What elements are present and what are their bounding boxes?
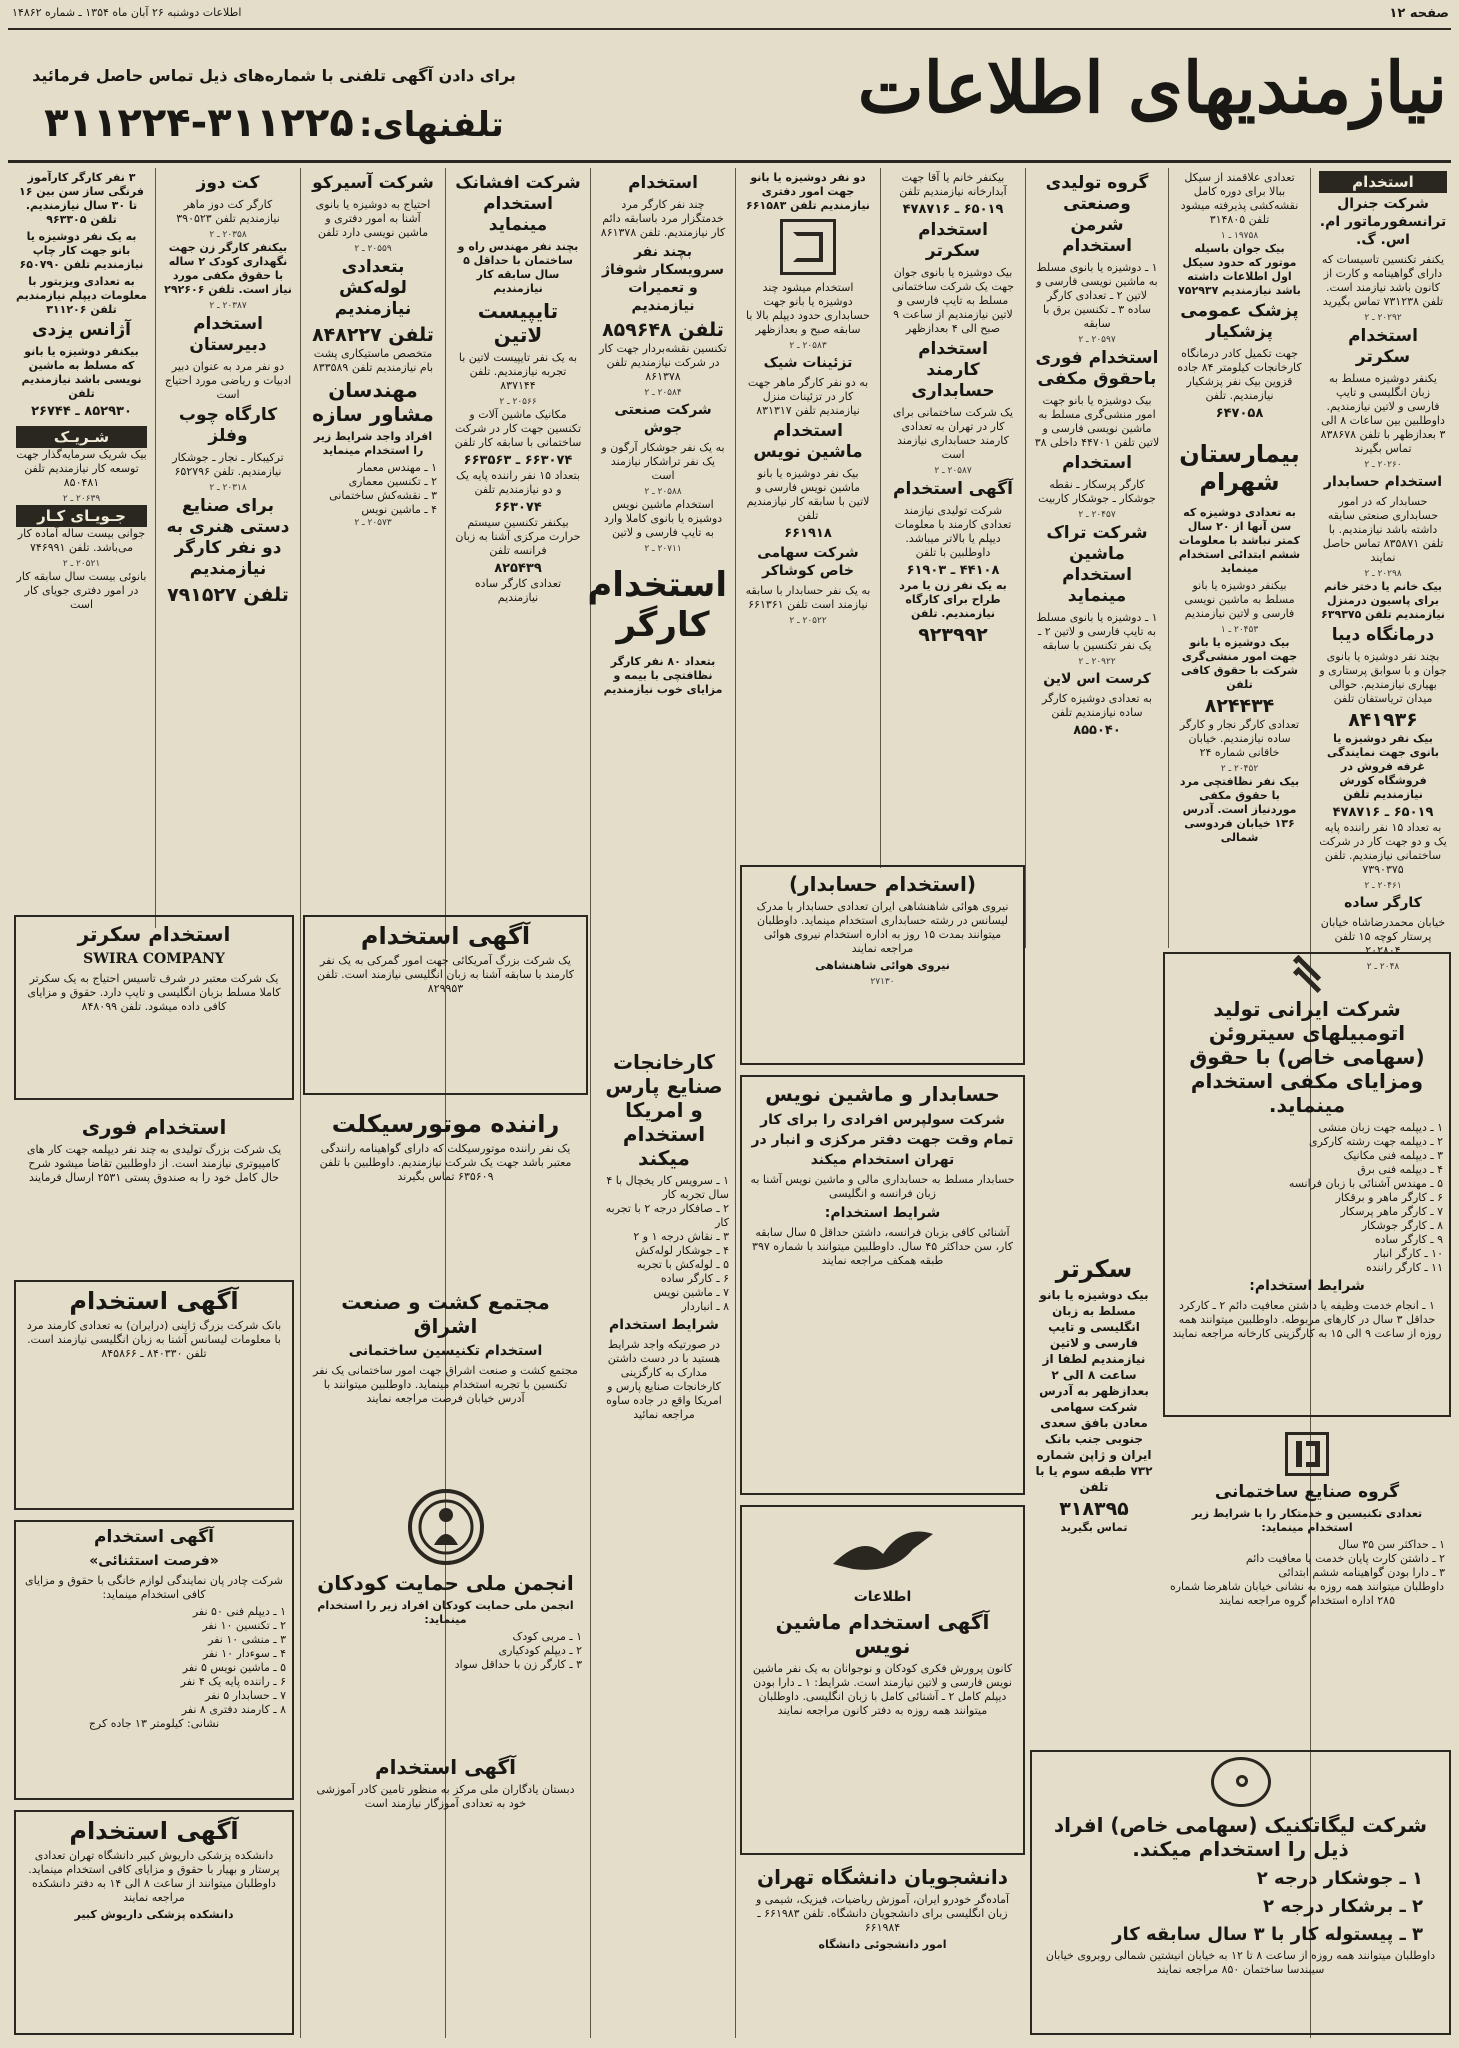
ad-title: آگهی استخدام	[94, 1527, 214, 1547]
list-item: ۴ ـ سوءدار ۱۰ نفر	[202, 1647, 286, 1660]
ad-body: بیک جوان باسیله موتور که حدود سیکل اول اطلاعات داشته باشد نیازمندیم ۷۵۲۹۳۷	[1178, 242, 1301, 297]
ad-body: شرکت سولپرس افرادی را برای کار تمام وقت جهت دفتر مرکزی و انبار در تهران استخدام میکند	[751, 1112, 1014, 1168]
ad-phone: ۸۵۵۰۴۰	[1073, 723, 1121, 738]
ad-body: ۱ ـ دوشیزه یا بانوی مسلط به ماشین نویسی فارسی و لاتین ۲ ـ تعدادی کارگر ساده ۳ ـ تکنسین برق با سابقه	[1036, 261, 1158, 330]
ad-body: بیکنفر کارگر زن جهت نگهداری کودک ۲ ساله با حقوق مکفی مورد نیاز است. تلفن ۲۹۲۶۰۶	[164, 241, 292, 296]
ad-list	[1038, 1865, 1443, 1949]
list-item: ۲ ـ برشکار درجه ۲	[1263, 1896, 1423, 1917]
list-item: ۱۰ ـ کارگر انبار	[1374, 1247, 1443, 1260]
ad-title: برای صنایع دستی هنری به دو نفر کارگر نیازمندیم	[166, 496, 290, 579]
c5-ads	[738, 168, 878, 868]
ad-body: جوانی بیست ساله آماده کار می‌باشد. تلفن ۷۴۶۹۹۱	[17, 527, 146, 554]
ad-body: به تعدادی دوشیزه که سن آنها از ۲۰ سال کمتر نباشد با معلومات ششم ابتدائی استخدام مینماید	[1178, 506, 1301, 575]
ad-title: بیمارستان شهرام	[1179, 440, 1300, 496]
ad-body: به تعدادی ویزیتور با معلومات دیپلم نیازمندیم تلفن ۳۱۱۲۰۶	[16, 275, 147, 316]
c8-ads	[303, 168, 443, 908]
ad-title: تایپیست لاتین	[477, 299, 559, 347]
ad-ref: ۲۰۴۸ ـ ۲	[1366, 962, 1400, 972]
ad-body: کارگر کت دوز ماهر نیازمندیم تلفن ۳۹۰۵۲۳	[176, 198, 280, 225]
lg-logo-icon	[1285, 1432, 1329, 1476]
ad-list	[22, 1605, 286, 1717]
ad-body: تماس بگیرید	[1060, 1521, 1128, 1534]
ad-body: به دو نفر کارگر ماهر جهت کار در تزئینات منزل نیازمندیم تلفن ۸۳۱۳۱۷	[747, 376, 869, 417]
ad-ref: ۲۰۵۷۳ ـ ۲	[354, 518, 392, 528]
ad-ref: ۲۰۶۳۹ ـ ۲	[62, 494, 101, 504]
ad-body: نیروی هوائی شاهنشاهی ایران تعدادی حسابدار با مدرک لیسانس در رشته حسابداری استخدام مینماید. داوطلبان میتوانند بمدت ۱۵ روز به اداره استخدام نیروی هوائی مراجعه نمایند	[756, 900, 1009, 955]
ad-title: گروه تولیدی وصنعتی شرمن استخدام	[1045, 173, 1149, 256]
ad-title: شرکت تراک ماشین استخدام مینماید	[1046, 523, 1148, 606]
ad-list	[599, 1174, 729, 1314]
section-tag-estekhdam: استخدام	[1319, 171, 1447, 193]
ad-title: آگهی استخدام	[360, 922, 531, 950]
ad-phone: ۳۱۸۳۹۵	[1059, 1498, 1129, 1520]
ad-list	[1169, 1538, 1445, 1580]
ad-body: بیک شریک سرمایه‌گذار جهت توسعه کار نیازمندیم تلفن ۸۵۰۴۸۱	[16, 448, 147, 489]
ligatek-ad	[1030, 1750, 1451, 2035]
ad-body: بانک شرکت بزرگ ژاپنی (درایران) به تعدادی کارمند مرد با معلومات لیسانس آشنا به زبان انگلیسی نیازمند است. تلفن ۸۴۰۳۳۰ ـ ۸۴۵۸۶۶	[26, 1319, 282, 1360]
ad-body: یک شرکت ساختمانی برای کار در تهران به تعدادی کارمند حسابداری نیازمند است	[892, 406, 1014, 461]
c6-ads	[587, 168, 733, 1038]
ad-body: استخدام میشود چند دوشیزه یا بانو جهت حسابداری حدود دیپلم بالا با سابقه صبح و بعدازظهر	[746, 281, 870, 336]
ad-body: یکنفر دوشیزه مسلط به زبان انگلیسی و تایپ فارسی و لاتین نیازمندیم. داوطلبین بین ساعات ۸ الی ۳ بعدازظهر با تلفن ۸۳۸۶۷۸ تماس بگیرند	[1320, 372, 1446, 455]
ad-body: به یک نفر جوشکار آرگون و یک نفر تراشکار نیازمند است	[601, 441, 725, 482]
list-item: ۶ ـ کارگر ماهر و برقکار	[1335, 1191, 1443, 1204]
ad-body: بیکنفر خانم یا آقا جهت آبدارخانه نیازمندیم تلفن	[899, 171, 1007, 198]
ad-body: دو نفر دوشیزه یا بانو جهت امور دفتری نیازمندیم تلفن ۶۶۱۵۸۳	[746, 171, 870, 212]
ad-phone: ۶۵۰۱۹ ـ ۴۷۸۷۱۶	[1332, 805, 1434, 820]
ad-title: شرکت جنرال ترانسفورماتور ام. اس. گ.	[1319, 196, 1447, 248]
ad-body: به یک نفر حسابدار با سابقه نیازمند است تلفن ۶۶۱۳۶۱	[745, 584, 871, 611]
ad-body: تعدادی کارگر نجار و کارگر ساده نیازمندیم. خیابان خاقانی شماره ۲۴	[1179, 718, 1300, 759]
ad-logo-text: اطلاعات	[853, 1589, 912, 1605]
ad-title: دانشجویان دانشگاه تهران	[757, 1865, 1008, 1889]
list-item: ۵ ـ لوله‌کش با تجربه	[636, 1258, 729, 1271]
ad-phone: ۸۲۴۴۳۴	[1204, 695, 1275, 717]
ad-body: بیکنفر دوشیزه یا بانو مسلط به ماشین نویسی فارسی و لاتین نیازمندیم	[1184, 579, 1295, 620]
ad-body: ۱ ـ دوشیزه یا بانوی مسلط به تایپ فارسی و لاتین ۲ ـ یک نفر تکنسین با سابقه	[1036, 611, 1158, 652]
sepehr-ad	[740, 1075, 1025, 1495]
ad-ref: ۲۰۵۸۴ ـ ۲	[644, 388, 682, 398]
ad-body: ۱ ـ انجام خدمت وظیفه یا داشتن معافیت دائم ۲ ـ کارکرد حداقل ۳ سال در کارهای مربوطه. داوطلبین میتوانند همه روزه از ساعت ۹ الی ۱۵ به کارگزینی کارخانه مراجعه نمایند	[1172, 1299, 1442, 1340]
list-item: ۷ ـ حسابدار ۵ نفر	[205, 1689, 286, 1702]
ad-body: دبستان یادگاران ملی مرکز به منظور تامین کادر آموزشی خود به تعدادی آموزگار نیازمند است	[316, 1783, 575, 1810]
issue-line: اطلاعات دوشنبه ۲۶ آبان ماه ۱۳۵۴ ـ شماره ۱۴۸۶۲	[12, 6, 242, 19]
list-item: ۱۱ ـ کارگر راننده	[1365, 1261, 1443, 1274]
ad-sign: نیروی هوائی شاهنشاهی	[815, 959, 950, 972]
list-item: ۱ ـ دیپلم فنی ۵۰ نفر	[192, 1605, 286, 1618]
parsamerica-ad	[593, 1045, 735, 1745]
ad-body: شرکت چادر پان نمایندگی لوازم خانگی با حقوق و مزایای کافی استخدام مینماید:	[25, 1574, 283, 1601]
ad-title: پزشک عمومی پزشکیار	[1180, 301, 1299, 342]
list-item: ۵ ـ مهندس آشنائی با زبان فرانسه	[1288, 1177, 1443, 1190]
list-item: ۳ ـ دارا بودن گواهینامه ششم ابتدائی	[1278, 1566, 1445, 1579]
list-item: ۱ ـ سرویس کار یخچال با ۴ سال تجربه کار	[606, 1174, 729, 1201]
ad-title: آگهی استخدام ماشین نویس	[775, 1610, 990, 1658]
ad-cond-title: شرایط استخدام:	[1249, 1278, 1365, 1294]
ad-title: بچند نفر سرویسکار شوفاژ و تعمیرات نیازمندیم	[601, 244, 725, 314]
list-item: ۵ ـ ماشین نویس ۵ نفر	[182, 1661, 286, 1674]
ad-body: استخدام ماشین نویس دوشیزه یا بانوی کاملا وارد به تایپ فارسی و لاتین	[603, 498, 723, 539]
ad-body: مجتمع کشت و صنعت اشراق جهت امور ساختمانی یک نفر تکنسین با تجربه استخدام مینماید. داوطلبین میتوانند با آدرس خیابان فرصت مراجعه نمایند	[313, 1364, 578, 1405]
list-item: ۲ ـ صافکار درجه ۲ با تجربه کار	[605, 1202, 729, 1229]
ad-title: استخدام دبیرستان	[189, 314, 267, 355]
ad-title: مهندسان مشاور سازه	[312, 378, 434, 426]
ad-title: شرکت آسیرکو	[312, 173, 434, 193]
ad-body: بانوئی بیست سال سابقه کار در امور دفتری جویای کار است	[16, 570, 147, 611]
ad-ref: ۲۰۵۲۱ ـ ۲	[62, 559, 101, 569]
citroen-chevron-icon	[1287, 961, 1327, 991]
ad-title: استخدام کارمند حسابداری	[911, 339, 995, 401]
ad-body: دانشکده پزشکی داریوش کبیر دانشگاه تهران تعدادی پرستار و بهیار با حقوق و مزایای کافی استخدام مینماید. داوطلبان میتوانند از ساعت ۸ الی ۱۴ به دفتر دانشکده مراجعه نمایند	[28, 1849, 280, 1904]
list-item: ۶ ـ راننده پایه یک ۴ نفر	[180, 1675, 286, 1688]
list-item: ۶ ـ کارگر ساده	[660, 1272, 729, 1285]
ad-body: بیک خانم یا دختر خانم برای پاسیون درمنزل نیازمندیم تلفن ۶۳۹۳۷۵	[1321, 580, 1445, 621]
ad-body: بتعداد ۸۰ نفر کارگر نظافتچی با بیمه و مزایای خوب نیازمندیم	[603, 655, 723, 696]
ad-body: ترکیبکار ـ نجار ـ جوشکار نیازمندیم. تلفن ۶۵۲۷۹۶	[172, 451, 284, 478]
citroen-ad	[1163, 952, 1451, 1417]
list-item: ۳ ـ نقاش درجه ۱ و ۲	[633, 1230, 729, 1243]
ad-ref: ۲۰۵۹۷ ـ ۲	[1078, 335, 1116, 345]
list-item: ۲ ـ داشتن کارت پایان خدمت یا معافیت دائم	[1245, 1552, 1445, 1565]
ad-title: استخدام سکرتر	[77, 922, 231, 946]
list-item: ۷ ـ ماشین نویس	[653, 1286, 729, 1299]
ad-title: آگهی استخدام	[374, 1755, 517, 1779]
ad-body: تعدادی علاقمند از سیکل ببالا برای دوره کامل نقشه‌کشی پذیرفته میشود تلفن ۳۱۴۸۰۵	[1180, 171, 1299, 226]
ad-body: یک نفر راننده موتورسیکلت که دارای گواهینامه رانندگی معتبر باشد جهت یک شرکت نیازمندیم. داوطلبین با تلفن ۶۳۵۶۰۹ تماس بگیرند	[319, 1142, 572, 1183]
ad-body: به تعدادی دوشیزه کارگر ساده نیازمندیم تلفن	[1042, 692, 1152, 719]
ad-body: تعدادی تکنیسین و خدمتکار را با شرایط زیر استخدام مینماید:	[1191, 1507, 1423, 1534]
ad-title: شرکت سهامی خاص کوشاکر	[757, 545, 859, 579]
bird-logo-icon	[823, 1514, 943, 1584]
ad-ref: ۲۰۵۶۶ ـ ۲	[499, 397, 537, 407]
ad-ref: ۲۰۳۸۷ ـ ۲	[209, 301, 247, 311]
masthead: نیازمندیهای اطلاعات	[857, 46, 1447, 129]
ad-body: آشنائی کافی بزبان فرانسه، داشتن حداقل ۵ سال سابقه کار، سن حداکثر ۴۵ سال. داوطلبین میتوانند با شماره ۳۹۷ طبقه همکف مراجعه نمایند	[752, 1226, 1013, 1267]
ad-title: استخدام سکرتر	[1348, 326, 1418, 367]
section-tag-jouyaye-kar: جـویـای کـار	[16, 505, 147, 527]
japanese-bank-ad	[14, 1280, 294, 1510]
c2-ads	[1171, 168, 1308, 948]
list-item: ۸ ـ کارمند دفتری ۸ نفر	[181, 1703, 286, 1716]
list-item: ۲ ـ تکنسین معماری	[348, 475, 437, 488]
ad-body: یک شرکت بزرگ آمریکائی جهت امور گمرکی به یک نفر کارمند با سابقه آشنا به زبان انگلیسی نیازمند است. تلفن ۸۲۹۹۵۳	[317, 954, 574, 995]
ad-phone: ۸۲۵۴۳۹	[494, 561, 542, 576]
ad-title: استخدام ماشین نویس	[753, 421, 863, 462]
ad-body: شرکت تولیدی نیازمند تعدادی کارمند با معلومات دیپلم یا بالاتر میباشد. داوطلبین با تلفن	[894, 504, 1012, 559]
phone-numbers: ۳۱۱۲۲۵-۳۱۱۲۲۴	[44, 100, 354, 146]
sakhtemani-ad	[1163, 1425, 1451, 1745]
ad-body: ۳ نفر کارگر کارآموز فرنگی ساز سن بین ۱۶ تا ۳۰ سال نیازمندیم. تلفن ۹۶۳۳۰۵	[19, 171, 144, 226]
list-item: ۷ ـ کارگر ماهر پرسکار	[1340, 1205, 1443, 1218]
ad-body: بیک دوشیزه یا بانو جهت امور منشی‌گری شرکت با حقوق کافی تلفن	[1181, 636, 1298, 691]
ad-title: کارگر ساده	[1344, 895, 1422, 911]
list-item: ۳ ـ پیستوله کار با ۳ سال سابقه کار	[1112, 1924, 1423, 1945]
ad-list	[309, 461, 437, 517]
ad-body: متخصص ماستیکاری پشت بام نیازمندیم تلفن ۸۳۳۵۸۹	[312, 347, 434, 374]
company-logo-icon	[780, 219, 836, 275]
ad-body: به یک نفر تایپیست لاتین با تجربه نیازمندیم. تلفن ۸۳۷۱۴۴	[458, 351, 578, 392]
secretary-ad	[1028, 1250, 1160, 1720]
ad-ref: ۲۰۴۵۲ ـ ۲	[1220, 764, 1259, 774]
ad-ref: ۲۰۲۶۰ ـ ۲	[1364, 460, 1402, 470]
list-item: ۱ ـ مربی کودک	[512, 1630, 582, 1643]
ad-cond-title: شرایط استخدام:	[824, 1205, 941, 1221]
ad-subtitle: استخدام تکنیسین ساختمانی	[348, 1343, 543, 1359]
ad-ref: ۲۰۴۵۳ ـ ۱	[1220, 625, 1259, 635]
ad-body: داوطلبان میتوانند همه روزه به نشانی خیابان شاهرضا شماره ۲۸۵ اداره استخدام گروه مراجعه نمایند	[1169, 1580, 1445, 1607]
ad-body: بیک دوشیزه یا بانو مسلط به زبان انگلیسی و تایپ فارسی و لاتین نیازمندیم لطفا از ساعت ۸ الی ۲ بعدازظهر به آدرس شرکت سهامی معادن بافق سعدی جنوبی جنب بانک ایران و ژاپن شماره ۷۳۲ طبقه سوم یا با تلفن	[1035, 1288, 1153, 1494]
ad-title: استخدام سکرتر	[918, 220, 988, 261]
list-item: ۲ ـ دیپلمه جهت رشته کارکری	[1308, 1135, 1443, 1148]
list-item: ۱ ـ حداکثر سن ۳۵ سال	[1338, 1538, 1445, 1551]
ad-title: شرکت افشانک استخدام مینماید	[455, 173, 581, 235]
ad-body: خیابان محمدرضاشاه خیابان پرستار کوچه ۱۵ تلفن ۲۰۲۸۰۴	[1320, 916, 1446, 957]
phone-intro: برای دادن آگهی تلفنی با شماره‌های ذیل تماس حاصل فرمائید	[32, 66, 516, 85]
section-tag-sharik: شـریـک	[16, 426, 147, 448]
ad-title: استخدام حسابدار	[1323, 474, 1443, 490]
list-item: ۴ ـ دیپلمه فنی برق	[1357, 1163, 1443, 1176]
ad-sign: دانشکده پزشکی داریوش کبیر	[74, 1908, 234, 1921]
list-item: ۳ ـ کارگر زن با حداقل سواد	[454, 1658, 582, 1671]
c9-ads	[158, 168, 298, 898]
ad-title: مجتمع کشت و صنعت اشراق	[341, 1290, 550, 1338]
ad-title: شرکت ایرانی تولید اتومبیلهای سیتروئن (سهامی خاص) با حقوق ومزایای مکفی استخدام مینماید.	[1189, 997, 1425, 1117]
ad-body: کانون پرورش فکری کودکان و نوجوانان به یک نفر ماشین نویس فارسی و لاتین نیازمند است. شرایط: ۱ ـ دارا بودن دیپلم کامل ۲ ـ آشنائی کامل با زبان انگلیسی. داوطلبان میتوانند همه روزه به دفتر کانون مراجعه نمایند	[752, 1662, 1013, 1717]
ad-title: آگهی استخدام	[69, 1817, 239, 1845]
ad-ref: ۲۰۹۲۲ ـ ۲	[1078, 657, 1116, 667]
ad-ref: ۲۰۷۱۱ ـ ۲	[644, 544, 682, 554]
ad-title: راننده موتورسیکلت	[331, 1110, 560, 1138]
child-emblem-icon	[406, 1487, 486, 1567]
forsat-ad	[14, 1520, 294, 1800]
motor-ad	[303, 1105, 588, 1280]
ad-title: آژانس یزدی	[31, 320, 132, 340]
ad-body: بیک نفر نظافتچی مرد با حقوق مکفی موردنیاز است. آدرس ۱۳۶ خیابان فردوسی شمالی	[1179, 775, 1300, 844]
ad-title: شرکت صنعتی جوش	[614, 402, 712, 436]
phone-row	[14, 100, 534, 146]
ad-ref: ۲۰۳۱۸ ـ ۲	[209, 483, 247, 493]
ad-body: دو نفر مرد به عنوان دبیر ادبیات و ریاضی مورد احتیاج است	[164, 360, 292, 401]
ad-title: (استخدام حسابدار)	[788, 872, 977, 896]
ad-title: شرکت لیگاتکنیک (سهامی خاص) افراد ذیل را استخدام میکند.	[1053, 1813, 1428, 1861]
ad-sign: امور دانشجوئی دانشگاه	[818, 1938, 947, 1951]
c10-ads	[10, 168, 153, 908]
ad-body: یک شرکت معتبر در شرف تاسیس احتیاج به یک سکرتر کاملا مسلط بزبان انگلیسی و تایپ دارد. حقوق و مزایای کافی داده میشود. تلفن ۸۴۸۰۹۹	[27, 972, 281, 1013]
hesabdari-ad	[740, 865, 1025, 1065]
ad-phone: ۸۴۱۹۳۶	[1348, 709, 1418, 731]
c7-ads	[448, 168, 588, 878]
ad-phone: ۶۵۰۱۹ ـ ۴۷۸۷۱۶	[902, 202, 1004, 217]
ad-title: استخدام	[628, 173, 698, 193]
ad-title: تزئینات شیک	[763, 355, 853, 371]
c3-ads	[1028, 168, 1166, 948]
dental-ad	[14, 1810, 294, 2035]
list-item: ۲ ـ تکنسین ۱۰ نفر	[202, 1619, 286, 1632]
ad-ref: ۲۰۲۹۲ ـ ۲	[1364, 313, 1402, 323]
list-item: ۸ ـ انباردار	[681, 1300, 729, 1313]
list-item: ۴ ـ ماشین نویس	[361, 503, 437, 516]
ad-phone: تلفن ۷۹۱۵۲۷	[167, 584, 289, 606]
ad-title: کت دوز	[196, 173, 260, 193]
ad-body: یک شرکت بزرگ تولیدی به چند نفر دیپلمه جهت کار های کامپیوتری نیازمند است. از داوطلبین تقاضا میشود شرح حال کامل خود را به صندوق پستی ۲۵۳۱ ارسال فرمایند	[26, 1143, 282, 1184]
ad-body: بتعداد ۱۵ نفر راننده پایه یک و دو نیازمندیم تلفن	[456, 469, 580, 496]
foori-ad	[14, 1110, 294, 1270]
ad-list	[1171, 1121, 1443, 1275]
ad-body: بچند نفر مهندس راه و ساختمان با حداقل ۵ سال سابقه کار نیازمندیم	[457, 240, 579, 295]
ad-ref: ۲۰۵۸۷ ـ ۲	[934, 466, 972, 476]
ad-body: بیک دوشیزه یا بانوی جوان جهت یک شرکت ساختمانی مسلط به تایپ فارسی و لاتین نیازمندیم از ساعت ۹ صبح الی ۴ بعدازظهر	[891, 266, 1015, 335]
list-item: ۱ ـ جوشکار درجه ۲	[1256, 1868, 1423, 1889]
ad-body: تکنسین نقشه‌بردار جهت کار در شرکت نیازمندیم تلفن ۸۶۱۳۷۸	[599, 342, 727, 383]
ad-list	[309, 1630, 582, 1672]
ad-cond-title: شرایط استخدام	[609, 1317, 719, 1333]
ad-body: کارگر پرسکار ـ نقطه جوشکار ـ جوشکار کاربیت	[1038, 478, 1156, 505]
list-item: ۱ ـ دیپلمه جهت زبان منشی	[1318, 1121, 1443, 1134]
ad-phone: ۶۶۱۹۱۸	[784, 526, 832, 541]
ad-latin: SWIRA COMPANY	[83, 951, 225, 967]
page-label: صفحه ۱۲	[1389, 6, 1449, 21]
ad-body: مکانیک ماشین آلات و تکنسین جهت کار در شرکت ساختمانی با سابقه کار تلفن	[454, 408, 582, 449]
phone-label: تلفنهای:	[358, 105, 504, 145]
keshtsanat-ad	[303, 1285, 588, 1470]
list-item: ۳ ـ نقشه‌کش ساختمانی	[329, 489, 437, 502]
ad-body: احتیاج به دوشیزه یا بانوی آشنا به امور دفتری و ماشین نویسی دارد تلفن	[315, 198, 431, 239]
list-item: ۳ ـ دیپلمه فنی مکانیک	[1343, 1149, 1443, 1162]
ad-phone: ۹۲۳۹۹۲	[918, 624, 988, 646]
ad-body: بچند نفر دوشیزه یا بانوی جوان و با سوابق پرستاری و بهیاری نیازمندیم. حوالی میدان تریاستفان تلفن	[1319, 650, 1447, 705]
ad-phone: ۸۵۲۹۳۰ ـ ۲۶۷۴۴	[31, 404, 132, 419]
ad-phone: ۶۶۳۰۷۴ ـ ۶۶۳۵۶۳	[463, 453, 573, 468]
c4-ads	[883, 168, 1023, 868]
ad-ref: ۲۷۱۳۰	[870, 977, 895, 987]
ad-phone: ۶۴۷۰۵۸	[1215, 406, 1264, 421]
list-item: ۴ ـ جوشکار لوله‌کش	[635, 1244, 729, 1257]
ad-phone: تلفن ۸۵۹۶۴۸	[602, 319, 724, 341]
ad-ref: ۲۰۲۹۸ ـ ۲	[1364, 569, 1402, 579]
school-ad	[303, 1750, 588, 2035]
ad-body: یکنفر تکنسین تاسیسات که دارای گواهینامه و کارت از کانون باشد نیازمند است. تلفن ۷۳۱۲۳۸ تماس بگیرید	[1321, 253, 1445, 308]
ad-body: به یک نفر زن یا مرد طراح برای کارگاه نیازمندیم. تلفن	[899, 579, 1007, 620]
kudakan-ad	[303, 1480, 588, 1740]
daneshjouyan-ad	[740, 1860, 1025, 2035]
ad-body: به تعداد ۱۵ نفر راننده پایه یک و دو جهت کار در شرکت ساختمانی نیازمندیم. تلفن ۷۳۹۰۳۷۵	[1319, 821, 1447, 876]
ad-body: انجمن ملی حمایت کودکان افراد زیر را استخدام مینماید:	[317, 1599, 574, 1626]
ad-body: نشانی: کیلومتر ۱۳ جاده کرج	[88, 1717, 220, 1730]
ad-body: بیکنفر تکنسین سیستم حرارت مرکزی آشنا به زبان فرانسه تلفن	[455, 516, 581, 557]
list-item: ۸ ـ کارگر جوشکار	[1361, 1219, 1443, 1232]
c1-ads	[1313, 168, 1453, 972]
ad-title: درمانگاه دیبا	[1331, 625, 1435, 645]
ad-title: کارگاه چوب وفلز	[178, 405, 278, 446]
list-item: ۹ ـ کارگر ساده	[1374, 1233, 1443, 1246]
ad-ref: ۲۰۴۶۱ ـ ۲	[1364, 881, 1402, 891]
ad-title: آگهی استخدام	[69, 1287, 239, 1315]
ad-body: در صورتیکه واجد شرایط هستید با در دست داشتن مدارک به کارگزینی کارخانجات صنایع پارس و امریکا واقع در جاده ساوه مراجعه نمائید	[606, 1338, 722, 1421]
ad-title: آگهی استخدام	[893, 479, 1013, 499]
ad-title: استخدام فوری باحقوق مکفی	[1035, 348, 1159, 389]
ad-body: بیک نفر دوشیزه یا بانو ماشین نویس فارسی و لاتین با سابقه کار نیازمندیم تلفن	[746, 467, 870, 522]
ad-body: به یک نفر دوشیزه یا بانو جهت کار چاپ نیازمندیم تلفن ۶۵۰۷۹۰	[19, 230, 144, 271]
ad-title: استخدام	[1062, 453, 1132, 473]
ad-subtitle: «فرصت استثنائی»	[89, 1553, 219, 1569]
customs-ad	[303, 915, 588, 1095]
ad-title: بتعدادی لوله‌کش نیازمندیم	[334, 257, 412, 319]
ad-ref: ۱۹۷۵۸ ـ ۱	[1220, 231, 1259, 241]
ad-ref: ۲۰۵۸۳ ـ ۲	[789, 341, 827, 351]
ad-phone: تلفن ۸۴۸۲۲۷	[312, 324, 434, 346]
ad-body: حسابدار که در امور حسابداری صنعتی سابقه داشته باشد نیازمندیم. با تلفن ۸۳۵۸۷۱ تماس حاصل نمایند	[1322, 495, 1444, 564]
ad-body: آماده‌گر خودرو ایران، آموزش ریاضیات، فیزیک، شیمی و زبان انگلیسی برای دانشجویان دانشگاه. تلفن ۶۶۱۹۸۳ ـ ۶۶۱۹۸۴	[755, 1893, 1010, 1934]
company-logo-icon	[1211, 1757, 1271, 1807]
ad-body: بیک نفر دوشیزه یا بانوی جهت نمایندگی غرفه فروش در فروشگاه کورش نیازمندیم تلفن	[1327, 732, 1439, 801]
ad-ref: ۲۰۴۵۷ ـ ۲	[1078, 510, 1116, 520]
ad-title: حسابدار و ماشین نویس	[765, 1082, 1000, 1106]
ad-title: گروه صنایع ساختمانی	[1214, 1482, 1400, 1502]
ettela-ad	[740, 1505, 1025, 1855]
ad-body: افراد واجد شرایط زیر را استخدام مینماید	[313, 430, 433, 457]
ad-body: جهت تکمیل کادر درمانگاه کارخانجات کیلومتر ۸۴ جاده قزوین بیک نفر پزشکیار نیازمندیم. تلفن	[1177, 347, 1302, 402]
ad-body: داوطلبان میتوانند همه روزه از ساعت ۸ تا ۱۲ به خیابان انیشتین شمالی روبروی خیابان سیبندسا ساختمان ۸۵۰ مراجعه نمایند	[1045, 1949, 1436, 1976]
ad-ref: ۲۰۳۵۸ ـ ۲	[209, 230, 247, 240]
ad-body: تعدادی کارگر ساده نیازمندیم	[474, 577, 562, 604]
ad-phone: ۴۴۱۰۸ ـ ۶۱۹۰۳	[906, 563, 1000, 578]
ad-body: بیکنفر دوشیزه یا بانو که مسلط به ماشین نویسی باشد نیازمندیم تلفن	[21, 345, 142, 400]
list-item: ۲ ـ دیپلم کودکیاری	[498, 1644, 582, 1657]
list-item: ۳ ـ منشی ۱۰ نفر	[208, 1633, 286, 1646]
list-item: ۱ ـ مهندس معمار	[357, 461, 437, 474]
ad-title: کارخانجات صنایع پارس و امریکا استخدام میکند	[605, 1050, 723, 1170]
ad-phone: ۶۶۳۰۷۴	[494, 500, 542, 515]
ad-body: بیک دوشیزه یا بانو جهت امور منشی‌گری مسلط به ماشین نویسی فارسی و لاتین تلفن ۴۴۷۰۱ داخلی ۳۸	[1034, 394, 1160, 449]
ad-title: استخدام کارگر	[587, 565, 727, 645]
ad-title: انجمن ملی حمایت کودکان	[317, 1571, 574, 1595]
ad-ref: ۲۰۵۸۸ ـ ۲	[644, 487, 682, 497]
ad-ref: ۲۰۵۲۲ ـ ۲	[789, 616, 827, 626]
ad-body: چند نفر کارگر مرد خدمتگزار مرد باسابقه دائم کار نیازمندیم. تلفن ۸۶۱۳۷۸	[600, 198, 726, 239]
ad-ref: ۲۰۵۵۹ ـ ۲	[354, 244, 392, 254]
ad-title: کرست اس لاین	[1043, 671, 1151, 687]
ad-title: استخدام فوری	[81, 1115, 227, 1139]
ad-title: سکرتر	[1055, 1255, 1133, 1283]
ad-body: حسابدار مسلط به حسابداری مالی و ماشین نویس آشنا به زبان فرانسه و انگلیسی	[750, 1173, 1015, 1200]
swira-ad	[14, 915, 294, 1100]
